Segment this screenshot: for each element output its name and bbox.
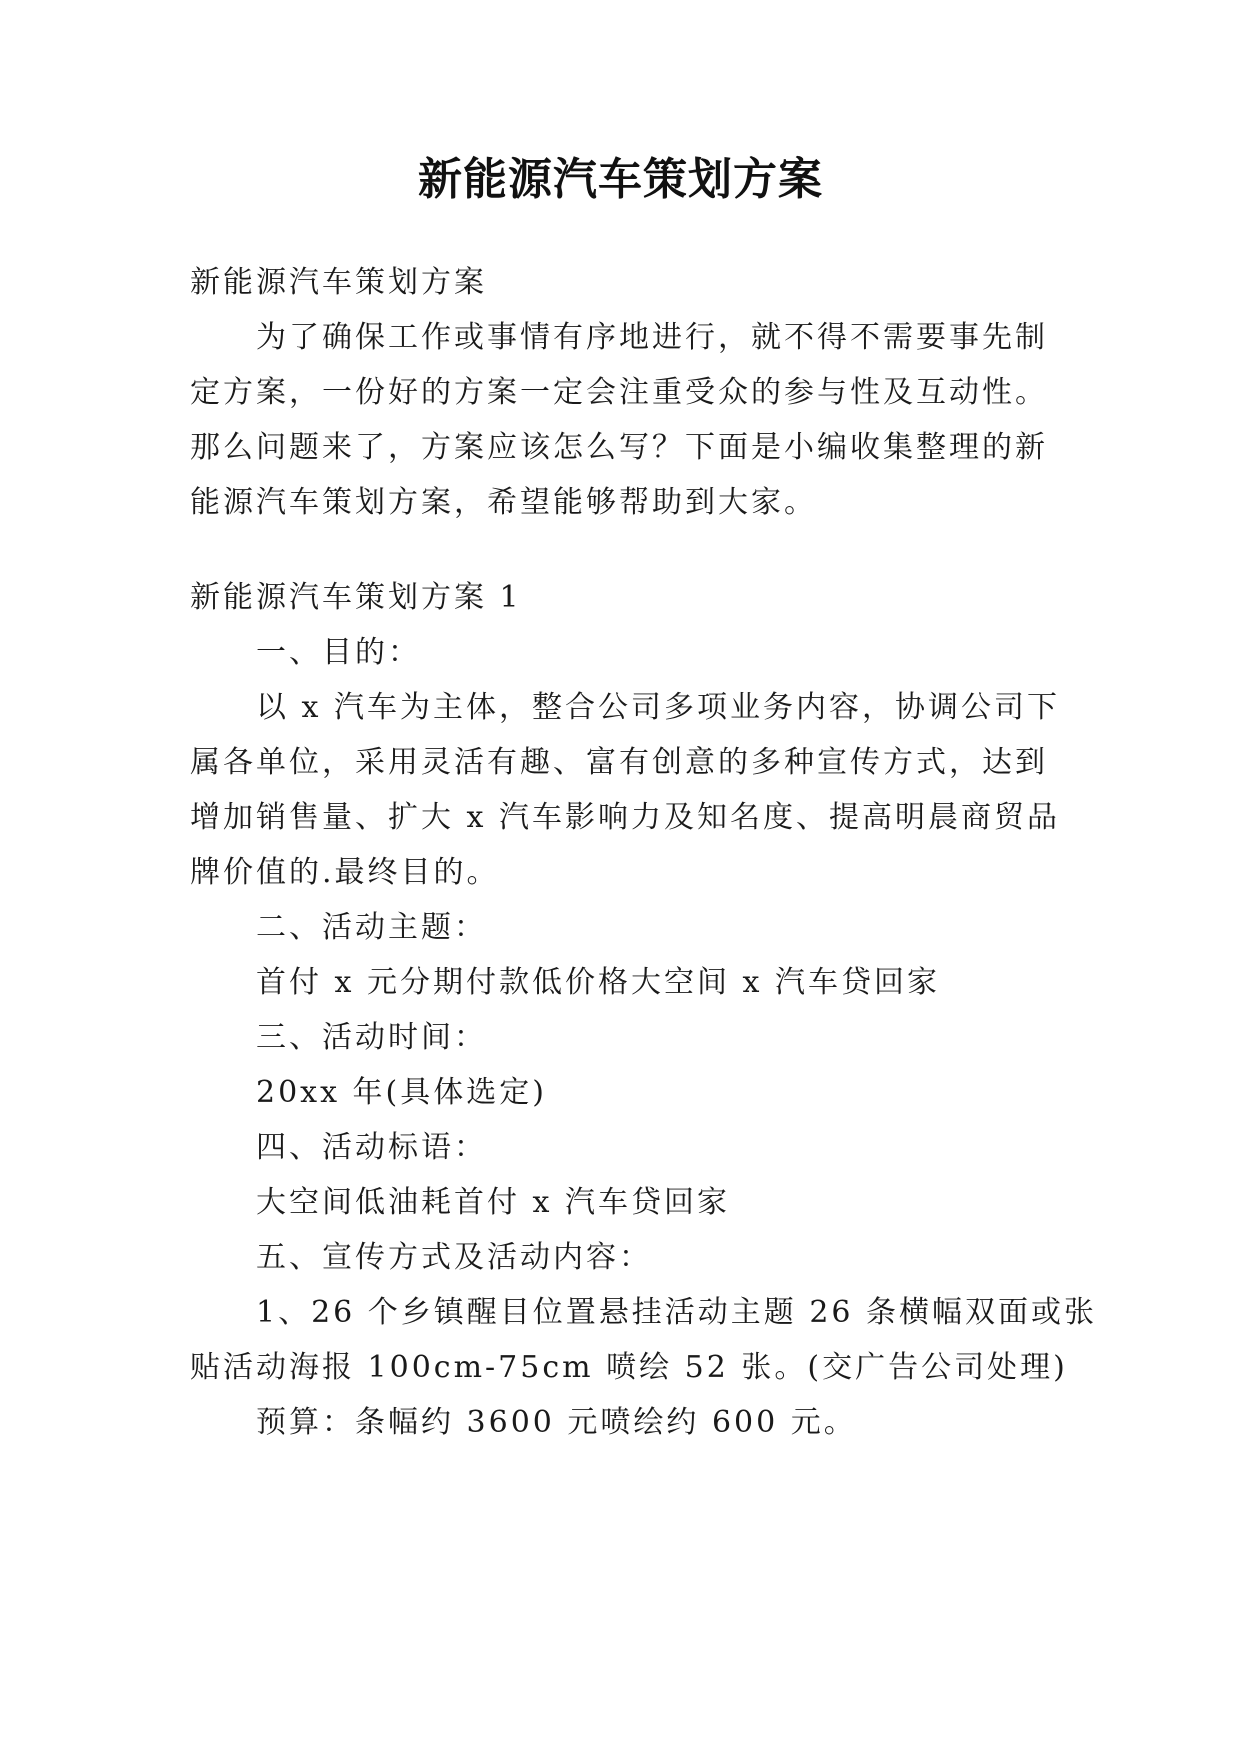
item1-line-2: 贴活动海报 100cm-75cm 喷绘 52 张。(交广告公司处理): [190, 1350, 1068, 1385]
intro-line-1: 为了确保工作或事情有序地进行，就不得不需要事先制: [256, 320, 1048, 355]
section-title: 新能源汽车策划方案 1: [190, 580, 522, 615]
heading-slogan: 四、活动标语：: [256, 1130, 487, 1165]
heading-theme: 二、活动主题：: [256, 910, 487, 945]
theme-text: 首付 x 元分期付款低价格大空间 x 汽车贷回家: [256, 965, 940, 1000]
purpose-line-2: 属各单位，采用灵活有趣、富有创意的多种宣传方式，达到: [190, 745, 1048, 780]
purpose-line-4: 牌价值的.最终目的。: [190, 855, 500, 890]
purpose-line-3: 增加销售量、扩大 x 汽车影响力及知名度、提高明晨商贸品: [190, 800, 1060, 835]
budget-text: 预算：条幅约 3600 元喷绘约 600 元。: [256, 1405, 857, 1440]
item1-line-1: 1、26 个乡镇醒目位置悬挂活动主题 26 条横幅双面或张: [256, 1295, 1098, 1330]
intro-line-3: 那么问题来了，方案应该怎么写？下面是小编收集整理的新: [190, 430, 1048, 465]
intro-line-2: 定方案，一份好的方案一定会注重受众的参与性及互动性。: [190, 375, 1048, 410]
document-subtitle: 新能源汽车策划方案: [190, 265, 487, 300]
document-title: 新能源汽车策划方案: [418, 154, 823, 205]
heading-promotion: 五、宣传方式及活动内容：: [256, 1240, 652, 1275]
heading-time: 三、活动时间：: [256, 1020, 487, 1055]
purpose-line-1: 以 x 汽车为主体，整合公司多项业务内容，协调公司下: [256, 690, 1060, 725]
slogan-text: 大空间低油耗首付 x 汽车贷回家: [256, 1185, 730, 1220]
intro-line-4: 能源汽车策划方案，希望能够帮助到大家。: [190, 485, 817, 520]
heading-purpose: 一、目的：: [256, 635, 421, 670]
time-text: 20xx 年(具体选定): [256, 1075, 547, 1110]
